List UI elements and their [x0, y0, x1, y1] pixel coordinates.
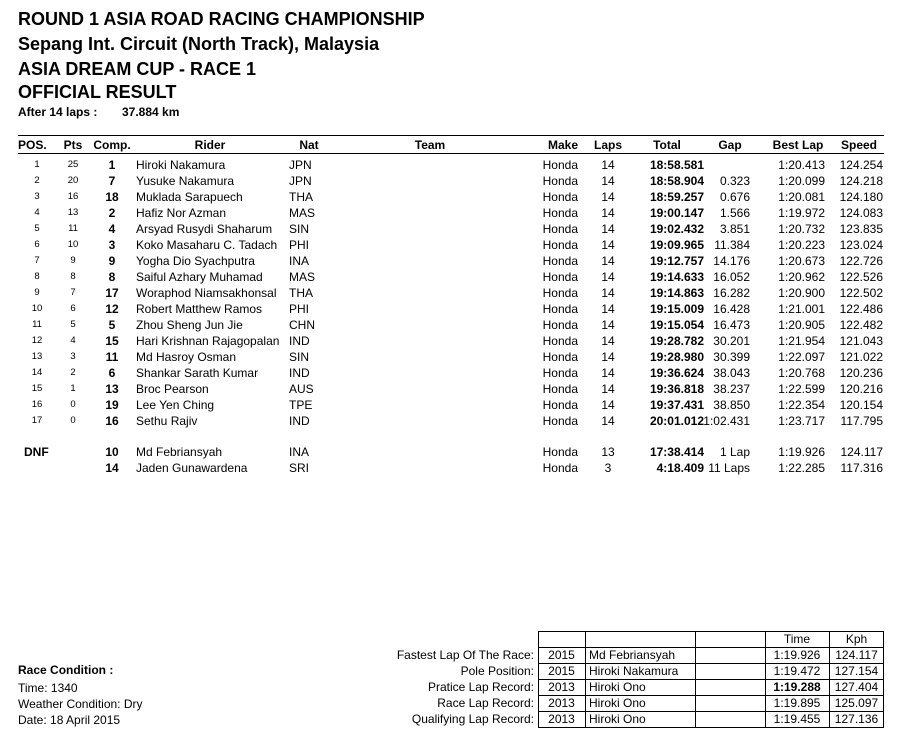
result-pos: 3 — [34, 191, 40, 202]
result-comp: 12 — [105, 302, 119, 316]
result-rider: Broc Pearson — [136, 382, 209, 396]
result-speed: 124.180 — [839, 190, 883, 204]
result-pts: 7 — [70, 287, 76, 298]
result-pts: 0 — [70, 415, 76, 426]
result-make: Honda — [542, 286, 578, 300]
laps-label: After 14 laps : — [18, 105, 98, 119]
result-best: 1:22.599 — [778, 382, 825, 396]
result-best: 1:20.223 — [778, 238, 825, 252]
dnf-gap: 11 Laps — [708, 461, 750, 475]
result-rider: Muklada Sarapuech — [136, 190, 243, 204]
column-header-comp: Comp. — [93, 138, 131, 152]
result-laps: 14 — [601, 398, 615, 412]
result-pts: 4 — [70, 335, 76, 346]
result-nat: JPN — [289, 174, 312, 188]
result-nat: SIN — [289, 350, 310, 364]
result-gap: 16.473 — [713, 318, 750, 332]
result-laps: 14 — [601, 382, 615, 396]
result-pts: 13 — [67, 207, 79, 218]
result-comp: 4 — [108, 222, 116, 236]
result-title: OFFICIAL RESULT — [18, 82, 177, 102]
result-total: 18:58.581 — [649, 158, 704, 172]
result-gap: 30.399 — [713, 350, 750, 364]
result-total: 19:14.863 — [649, 286, 704, 300]
result-comp: 8 — [108, 270, 116, 284]
result-total: 19:14.633 — [649, 270, 704, 284]
dnf-gap: 1 Lap — [719, 445, 750, 459]
record-time: 1:19.288 — [773, 680, 821, 694]
result-pos: 12 — [31, 335, 43, 346]
dnf-laps: 13 — [601, 445, 615, 459]
result-nat: IND — [289, 366, 310, 380]
result-make: Honda — [542, 158, 578, 172]
result-total: 19:12.757 — [649, 254, 704, 268]
result-laps: 14 — [601, 238, 615, 252]
result-total: 19:28.782 — [649, 334, 704, 348]
result-pos: 7 — [34, 255, 40, 266]
result-nat: IND — [289, 414, 310, 428]
result-rider: Hari Krishnan Rajagopalan — [136, 334, 280, 348]
result-rider: Zhou Sheng Jun Jie — [136, 318, 243, 332]
result-comp: 19 — [105, 398, 119, 412]
dnf-speed: 117.316 — [840, 461, 883, 475]
result-total: 19:00.147 — [649, 206, 704, 220]
result-nat: MAS — [289, 206, 316, 220]
result-pts: 9 — [70, 255, 76, 266]
result-pts: 16 — [67, 191, 79, 202]
records-head-time: Time — [783, 632, 811, 646]
result-nat: INA — [289, 254, 310, 268]
result-pos: 6 — [34, 239, 40, 250]
championship-title: ROUND 1 ASIA ROAD RACING CHAMPIONSHIP — [18, 9, 425, 29]
result-gap: 11.384 — [714, 238, 750, 252]
race-condition-title: Race Condition : — [18, 663, 114, 677]
result-pts: 25 — [67, 159, 79, 170]
result-pts: 0 — [70, 399, 76, 410]
record-year: 2015 — [548, 648, 575, 662]
result-make: Honda — [542, 302, 578, 316]
result-speed: 123.835 — [839, 222, 883, 236]
record-rider: Hiroki Nakamura — [589, 664, 679, 678]
result-nat: IND — [289, 334, 310, 348]
result-gap: 1.566 — [719, 206, 750, 220]
result-comp: 16 — [105, 414, 119, 428]
result-total: 19:15.054 — [649, 318, 704, 332]
result-rider: Robert Matthew Ramos — [136, 302, 263, 316]
result-best: 1:20.099 — [778, 174, 825, 188]
record-kph: 124.117 — [835, 648, 878, 662]
result-pos: 17 — [31, 415, 43, 426]
result-speed: 122.482 — [839, 318, 883, 332]
result-comp: 3 — [108, 238, 116, 252]
result-pts: 10 — [67, 239, 79, 250]
result-rider: Md Hasroy Osman — [136, 350, 237, 364]
result-pos: 5 — [34, 223, 40, 234]
result-best: 1:20.962 — [778, 270, 825, 284]
result-pos: 2 — [34, 175, 40, 186]
result-pos: 10 — [31, 303, 43, 314]
result-rider: Saiful Azhary Muhamad — [136, 270, 263, 284]
result-pts: 11 — [68, 223, 78, 234]
result-make: Honda — [542, 238, 578, 252]
result-total: 19:28.980 — [649, 350, 704, 364]
result-gap: 0.323 — [719, 174, 750, 188]
result-gap: 16.052 — [713, 270, 750, 284]
result-speed: 122.726 — [839, 254, 883, 268]
result-make: Honda — [542, 270, 578, 284]
result-gap: 38.043 — [713, 366, 750, 380]
result-nat: JPN — [289, 158, 312, 172]
dnf-best: 1:22.285 — [778, 461, 825, 475]
record-rider: Hiroki Ono — [589, 712, 646, 726]
record-label: Fastest Lap Of The Race: — [396, 648, 534, 662]
dnf-speed: 124.117 — [840, 445, 883, 459]
dnf-make: Honda — [542, 461, 578, 475]
result-pos: 11 — [32, 319, 42, 330]
result-pts: 2 — [70, 367, 76, 378]
result-best: 1:22.354 — [778, 398, 825, 412]
result-gap: 16.428 — [713, 302, 750, 316]
records-col-line — [695, 631, 696, 727]
result-speed: 124.254 — [839, 158, 883, 172]
result-make: Honda — [542, 366, 578, 380]
column-header-total: Total — [653, 138, 681, 152]
result-best: 1:20.768 — [778, 366, 825, 380]
result-make: Honda — [542, 206, 578, 220]
result-laps: 14 — [601, 190, 615, 204]
column-header-laps: Laps — [593, 138, 622, 152]
record-kph: 127.136 — [834, 712, 879, 726]
dnf-make: Honda — [542, 445, 578, 459]
result-gap: 0.676 — [719, 190, 750, 204]
result-speed: 123.024 — [839, 238, 883, 252]
dnf-comp: 10 — [105, 445, 119, 459]
result-pts: 8 — [70, 271, 76, 282]
result-total: 18:58.904 — [649, 174, 704, 188]
result-make: Honda — [542, 174, 578, 188]
result-pos: 8 — [34, 271, 40, 282]
result-make: Honda — [542, 254, 578, 268]
result-total: 19:36.818 — [649, 382, 704, 396]
result-rider: Arsyad Rusydi Shaharum — [136, 222, 273, 236]
result-comp: 2 — [108, 206, 116, 220]
result-pts: 6 — [70, 303, 76, 314]
result-make: Honda — [542, 382, 578, 396]
dnf-total: 4:18.409 — [656, 461, 704, 475]
column-header-pos: POS. — [18, 138, 47, 152]
result-make: Honda — [542, 222, 578, 236]
result-rider: Woraphod Niamsakhonsal — [136, 286, 277, 300]
result-best: 1:20.900 — [778, 286, 825, 300]
result-best: 1:21.954 — [778, 334, 825, 348]
result-laps: 14 — [601, 350, 615, 364]
result-comp: 11 — [105, 350, 119, 364]
race-title: ASIA DREAM CUP - RACE 1 — [18, 59, 257, 79]
result-speed: 124.218 — [839, 174, 883, 188]
result-rider: Hafiz Nor Azman — [136, 206, 227, 220]
result-gap: 14.176 — [713, 254, 750, 268]
result-comp: 18 — [105, 190, 119, 204]
result-comp: 15 — [105, 334, 119, 348]
result-comp: 6 — [108, 366, 116, 380]
result-comp: 13 — [105, 382, 119, 396]
result-total: 19:37.431 — [649, 398, 704, 412]
result-speed: 122.486 — [839, 302, 883, 316]
record-time: 1:19.455 — [773, 712, 821, 726]
result-best: 1:20.732 — [778, 222, 825, 236]
result-rider: Yusuke Nakamura — [136, 174, 235, 188]
dnf-laps: 3 — [604, 461, 612, 475]
dnf-rider: Md Febriansyah — [136, 445, 223, 459]
column-header-rider: Rider — [194, 138, 226, 152]
result-laps: 14 — [601, 222, 615, 236]
result-laps: 14 — [601, 158, 615, 172]
result-pts: 20 — [67, 175, 79, 186]
result-comp: 17 — [105, 286, 119, 300]
record-year: 2013 — [548, 680, 575, 694]
result-best: 1:20.081 — [778, 190, 825, 204]
result-total: 19:09.965 — [649, 238, 704, 252]
result-gap: 1:02.431 — [703, 414, 750, 428]
column-header-best: Best Lap — [772, 138, 824, 152]
record-year: 2013 — [548, 712, 575, 726]
result-comp: 5 — [108, 318, 116, 332]
result-pos: 9 — [34, 287, 40, 298]
result-laps: 14 — [601, 270, 615, 284]
result-rider: Lee Yen Ching — [136, 398, 215, 412]
result-laps: 14 — [601, 302, 615, 316]
result-laps: 14 — [601, 206, 615, 220]
dnf-nat: SRI — [289, 461, 310, 475]
result-total: 19:15.009 — [649, 302, 704, 316]
result-pos: 13 — [31, 351, 43, 362]
dnf-rider: Jaden Gunawardena — [136, 461, 248, 475]
result-speed: 120.236 — [839, 366, 883, 380]
dnf-comp: 14 — [105, 461, 119, 475]
record-kph: 127.404 — [834, 680, 879, 694]
record-label: Pratice Lap Record: — [427, 680, 534, 694]
header-rule-top — [18, 135, 884, 136]
result-best: 1:22.097 — [778, 350, 825, 364]
result-rider: Yogha Dio Syachputra — [136, 254, 255, 268]
record-rider: Md Febriansyah — [589, 648, 676, 662]
result-speed: 120.154 — [839, 398, 883, 412]
result-pts: 1 — [70, 383, 76, 394]
result-comp: 7 — [108, 174, 116, 188]
result-pos: 16 — [31, 399, 43, 410]
result-pos: 1 — [34, 159, 40, 170]
result-gap: 3.851 — [719, 222, 750, 236]
result-pos: 14 — [31, 367, 43, 378]
record-time: 1:19.926 — [773, 648, 821, 662]
record-rider: Hiroki Ono — [589, 680, 646, 694]
result-pts: 3 — [70, 351, 76, 362]
result-best: 1:20.673 — [778, 254, 825, 268]
result-speed: 121.022 — [839, 350, 883, 364]
result-best: 1:20.905 — [778, 318, 825, 332]
circuit-title: Sepang Int. Circuit (North Track), Malaysia — [18, 34, 380, 54]
result-best: 1:23.717 — [778, 414, 825, 428]
column-header-gap: Gap — [718, 138, 742, 152]
result-best: 1:19.972 — [778, 206, 825, 220]
result-speed: 120.216 — [839, 382, 883, 396]
result-speed: 117.795 — [840, 414, 883, 428]
column-header-team: Team — [414, 138, 446, 152]
dnf-best: 1:19.926 — [778, 445, 825, 459]
dnf-total: 17:38.414 — [649, 445, 704, 459]
weather-condition: Weather Condition: Dry — [18, 697, 143, 711]
result-comp: 9 — [108, 254, 116, 268]
result-gap: 30.201 — [713, 334, 750, 348]
result-nat: SIN — [289, 222, 310, 236]
result-laps: 14 — [601, 366, 615, 380]
result-rider: Sethu Rajiv — [136, 414, 198, 428]
records-col-line — [585, 631, 586, 727]
result-gap: 16.282 — [713, 286, 750, 300]
result-speed: 124.083 — [839, 206, 883, 220]
result-rider: Koko Masaharu C. Tadach — [136, 238, 278, 252]
result-make: Honda — [542, 398, 578, 412]
result-pts: 5 — [70, 319, 76, 330]
dnf-label: DNF — [24, 445, 49, 459]
result-make: Honda — [542, 190, 578, 204]
records-head-kph: Kph — [845, 632, 868, 646]
result-make: Honda — [542, 334, 578, 348]
result-nat: THA — [289, 286, 313, 300]
result-rider: Shankar Sarath Kumar — [136, 366, 259, 380]
record-year: 2013 — [548, 696, 575, 710]
record-time: 1:19.472 — [773, 664, 821, 678]
result-laps: 14 — [601, 318, 615, 332]
record-label: Race Lap Record: — [437, 696, 534, 710]
result-laps: 14 — [601, 174, 615, 188]
result-total: 19:36.624 — [649, 366, 704, 380]
result-laps: 14 — [601, 414, 615, 428]
result-nat: PHI — [289, 238, 310, 252]
record-label: Pole Position: — [460, 664, 534, 678]
result-make: Honda — [542, 350, 578, 364]
column-header-pts: Pts — [63, 138, 83, 152]
result-rider: Hiroki Nakamura — [136, 158, 226, 172]
record-year: 2015 — [548, 664, 575, 678]
result-comp: 1 — [108, 158, 116, 172]
result-nat: MAS — [289, 270, 316, 284]
header-rule-bottom — [18, 153, 884, 154]
dnf-nat: INA — [289, 445, 310, 459]
result-speed: 122.526 — [839, 270, 883, 284]
result-speed: 122.502 — [839, 286, 883, 300]
result-gap: 38.850 — [713, 398, 750, 412]
record-kph: 125.097 — [834, 696, 879, 710]
result-make: Honda — [542, 414, 578, 428]
record-time: 1:19.895 — [773, 696, 821, 710]
record-label: Qualifying Lap Record: — [411, 712, 534, 726]
result-total: 18:59.257 — [649, 190, 704, 204]
record-rider: Hiroki Ono — [589, 696, 646, 710]
result-nat: CHN — [289, 318, 315, 332]
result-pos: 15 — [31, 383, 43, 394]
result-best: 1:21.001 — [778, 302, 825, 316]
result-laps: 14 — [601, 254, 615, 268]
result-nat: THA — [289, 190, 313, 204]
column-header-nat: Nat — [299, 138, 319, 152]
result-laps: 14 — [601, 334, 615, 348]
column-header-make: Make — [547, 138, 578, 152]
result-nat: PHI — [289, 302, 310, 316]
result-total: 20:01.012 — [649, 414, 704, 428]
distance-value: 37.884 km — [122, 105, 180, 119]
result-laps: 14 — [601, 286, 615, 300]
result-nat: AUS — [289, 382, 314, 396]
result-gap: 38.237 — [713, 382, 750, 396]
race-date: Date: 18 April 2015 — [18, 713, 121, 727]
result-make: Honda — [542, 318, 578, 332]
race-time: Time: 1340 — [18, 681, 78, 695]
column-header-speed: Speed — [840, 138, 877, 152]
result-pos: 4 — [34, 207, 40, 218]
record-kph: 127.154 — [834, 664, 879, 678]
result-speed: 121.043 — [839, 334, 883, 348]
result-nat: TPE — [289, 398, 313, 412]
result-best: 1:20.413 — [778, 158, 825, 172]
result-total: 19:02.432 — [649, 222, 704, 236]
